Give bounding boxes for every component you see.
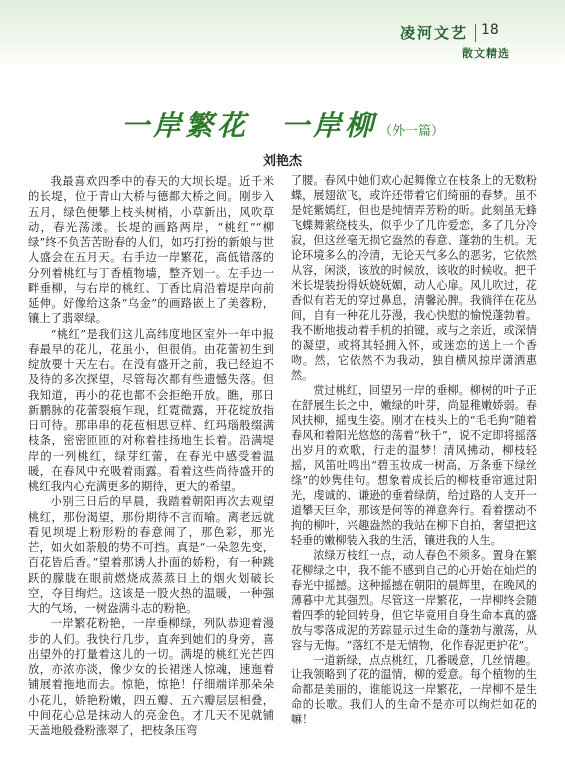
paragraph: 一道新绿，点点桃红，几番暖意，几丝情趣。让我领略到了花的温情，柳的爱意。每个植物的生命都是美丽的，谁能说这一岸繁花，一岸柳不是生命的长歌。我们人的生命不是亦可以绚烂如花的嘛！ <box>291 653 537 727</box>
article-title: 一岸繁花 一岸柳 <box>120 109 377 142</box>
paragraph: 我最喜欢四季中的春天的大坝长堤。近千米的长堤，位于青山大桥与德都大桥之间。刚步入五月，绿色便攀上枝头树梢，小草新出，风吹草动，春光荡漾。长堤的画路两岸，“桃红”“柳绿”终不负苦苦盼春的人们，如巧打扮的新娘与世人盛会在五月天。右手边一岸繁花，高低错落的分列着桃红与丁香植物墙，整齐划一。左手边一畔垂柳，与右岸的桃红、丁香比肩沿着堤岸向前延伸。好像给这条“乌金”的画路嵌上了美蓉粉，镶上了翡翠绿。 <box>28 175 274 326</box>
article-subtitle: （外一篇） <box>379 124 445 139</box>
right-text-column <box>291 174 537 728</box>
paragraph: 一岸繁花粉艳，一岸垂柳绿，列队恭迎着漫步的人们。我快行几步，直奔到她们的身旁，喜出望外的打量着这儿的一切。满堤的桃红光芒四放，亦浓亦淡，像少女的长裙迷人惊魂，速迤着铺展着拖地而去。惊艳，惊艳！仔细端详那朵朵小花儿，娇艳粉嫩，四五瓣、五六瓣层层相叠，中间花心总是抹动人的亮金色。才几天不见就铺天盖地般叠粉涨翠了，把枝条压弯 <box>28 617 274 737</box>
left-text-column <box>28 174 274 738</box>
running-header <box>392 22 565 62</box>
paragraph: 浓绿万枝红一点，动人春色不须多。置身在繁花柳绿之中，我不能不感到自己的心开始在灿烂的春光中摇撼。这种摇撼在朝阳的晨辉里，在晚风的薄暮中尤其强烈。尽管这一岸繁花，一岸柳终会随着四季的轮回转身，但它毕竟用自身生命本真的盛放与零落成泥的芳踪显示过生命的蓬勃与激荡，从容与无悔。“落红不是无情物，化作春泥更护花”。 <box>291 548 537 652</box>
article-author: 刘艳杰 <box>262 154 302 169</box>
paragraph: 赏过桃红，回望另一岸的垂柳。柳树的叶子正在舒展生长之中，嫩绿的叶芽，尚显稚嫩娇弱。春风扶柳，摇曳生姿。刚才在枝头上的“毛毛狗”随着春风和着阳光悠悠的荡着“秋千”，说不定即将摇落出岁月的欢歌，行走的温梦！清风拂动，柳枝轻摇，风笛吐鸣出“碧玉妆成一树高，万条垂下绿丝绦”的妙隽佳句。想象着成长后的柳枝垂帘遮过阳光，虔诚的、谦逊的垂着绿荫，给过路的人支开一道攀天巨伞，那该是何等的禅意奔行。看着摆动不拘的柳叶，兴趣盎然的我站在柳下自拍，奢望把这轻垂的嫩柳装入我的生活，镶进我的人生。 <box>291 383 537 547</box>
article-heading <box>0 104 565 144</box>
paragraph: 了腰。春风中她们欢心起舞像立在枝条上的无数粉蝶，展翅欲飞，或许还带着它们绮丽的春梦。虽不是姹紫嫣红，但也是纯情弄芳粉的昕。此刻虽无蜂飞蝶舞萦绕枝头，似乎少了几许爱恋，多了几分冷寂，但这丝毫无损它盎然的春意、蓬勃的生机。无论环境多么的冷清，无论天气多么的恶劣，它依然从容，闲淡，该放的时候放，该收的时候收。把千米长堤装扮得妖娆妩媚，动人心扉。风儿吹过，花香似有若无的穿过鼻息，清馨沁脾。我徜徉在花丛间，自有一种花儿芬漫，我心快慰的愉悦蓬勃着。我不断地拔动着手机的拍键，或与之亲近，或深情的凝望，或将其轻拥入怀，或迷恋的送上一个香吻。然，它依然不为我动，独自横风掠岸潇洒惠然。 <box>291 174 537 382</box>
page-number: 18 <box>481 22 499 38</box>
paragraph: “桃红”是我们这儿高纬度地区室外一年中报春最早的花儿，花虽小，但很俏。由花蕾初生到绽放要十天左右。在没有盛开之前，我已经迫不及待的多次探望，尽管每次都有些遗憾失落。但我知道，再小的花也都不会拒绝开放。瞧，那日新鹏脉的花蕾裂痕乍现，红霓微露，开花绽放指日可待。那串串的花苞相思豆样、红玛瑙般缀满枝条，密密匝匝的对称着挂扬地生长着。沿满堤岸的一列桃红，绿芽红蕾，在春光中感受着温暖，在春风中充吸着雨露。看着这些尚待盛开的桃红我内心充满更多的期待，更大的希望。 <box>28 327 274 493</box>
header-divider <box>475 24 476 42</box>
magazine-brand: 凌河文艺 <box>400 24 469 42</box>
paragraph: 小别三日后的早晨，我踏着朝阳再次去观望桃红，那份渴望，那份期待不言而喻。离老远就看见坝堤上粉形粉的春意闹了，那色彩，那光芒，如火如荼般的势不可挡。真是“一朵忽先变，百花皆后香。”望着那诱人扑面的娇粉，有一种跳跃的朦胧在眼前燃烧成蒸蒸日上的烟火划破长空，夺目绚烂。这该是一股火热的温暖，一种强大的气场，一树盎满斗志的粉艳。 <box>28 495 274 615</box>
column-name: 散文精选 <box>462 47 510 60</box>
